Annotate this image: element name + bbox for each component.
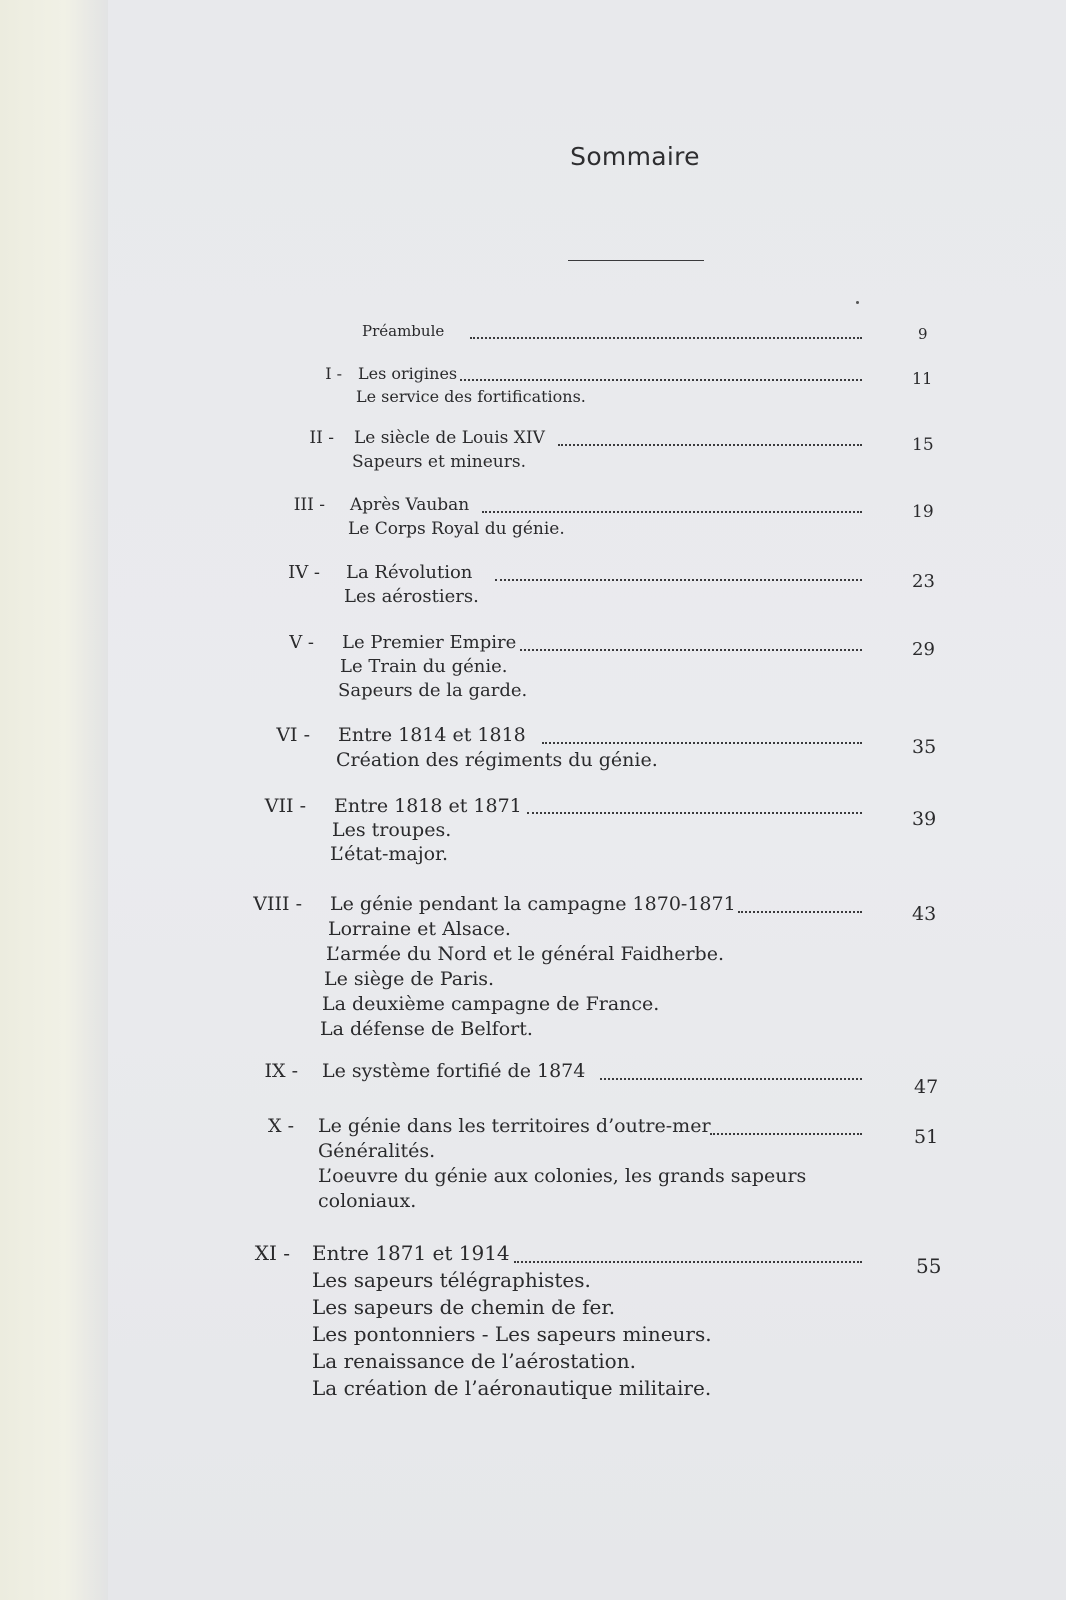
chapter-number: X - [268, 1115, 294, 1137]
chapter-number: VIII - [253, 893, 302, 915]
chapter-number: I - [325, 364, 342, 383]
dot-leader [520, 649, 862, 651]
chapter-title: Le siècle de Louis XIV [354, 428, 545, 448]
dot-leader [482, 511, 862, 513]
title-rule [568, 260, 704, 261]
chapter-subtitle: Généralités. [318, 1140, 436, 1162]
paper-speck [856, 301, 859, 304]
book-gutter [0, 0, 109, 1600]
chapter-subtitle: Les pontonniers - Les sapeurs mineurs. [312, 1322, 712, 1346]
dot-leader [738, 911, 862, 913]
page-number: 35 [912, 736, 937, 758]
dot-leader [460, 379, 862, 381]
chapter-subtitle: Les sapeurs de chemin de fer. [312, 1295, 616, 1319]
chapter-subtitle: Le service des fortifications. [356, 387, 586, 406]
chapter-title: Entre 1818 et 1871 [334, 795, 522, 817]
page-number: 55 [916, 1254, 942, 1278]
page-number: 11 [912, 369, 933, 388]
chapter-number: V - [289, 632, 314, 653]
chapter-subtitle: Le Train du génie. [340, 656, 508, 677]
chapter-number: VII - [264, 795, 306, 817]
chapter-subtitle: La défense de Belfort. [320, 1018, 533, 1040]
chapter-subtitle: La renaissance de l’aérostation. [312, 1349, 636, 1373]
dot-leader [558, 444, 862, 446]
chapter-title: La Révolution [346, 562, 473, 583]
dot-leader [470, 337, 862, 339]
chapter-title: Le génie dans les territoires d’outre-mer [318, 1115, 711, 1137]
chapter-number: II - [309, 428, 334, 448]
chapter-subtitle: Lorraine et Alsace. [328, 918, 511, 940]
dot-leader [514, 1261, 862, 1263]
chapter-subtitle: Sapeurs de la garde. [338, 680, 528, 701]
page-number: 43 [912, 903, 937, 925]
chapter-subtitle: Les troupes. [332, 819, 452, 841]
chapter-subtitle: Le Corps Royal du génie. [348, 519, 565, 539]
page-number: 9 [918, 325, 928, 343]
chapter-number: IX - [264, 1060, 298, 1082]
chapter-title: Les origines [358, 364, 458, 383]
page-number: 29 [912, 639, 935, 660]
chapter-subtitle: L’armée du Nord et le général Faidherbe. [326, 943, 725, 965]
chapter-subtitle: Les sapeurs télégraphistes. [312, 1268, 591, 1292]
chapter-title: Le génie pendant la campagne 1870-1871 [330, 893, 736, 915]
chapter-subtitle: coloniaux. [318, 1190, 417, 1212]
page-number: 15 [912, 435, 934, 455]
page-number: 51 [914, 1126, 939, 1148]
page-title: Sommaire [570, 142, 700, 171]
chapter-title: Le Premier Empire [342, 632, 517, 653]
dot-leader [600, 1078, 862, 1080]
dot-leader [710, 1133, 862, 1135]
dot-leader [527, 812, 862, 814]
chapter-number: XI - [254, 1241, 290, 1265]
chapter-number: IV - [288, 562, 320, 583]
page-number: 39 [912, 808, 937, 830]
chapter-subtitle: Sapeurs et mineurs. [352, 452, 526, 472]
chapter-title: Entre 1871 et 1914 [312, 1241, 510, 1265]
chapter-number: III - [293, 495, 325, 515]
chapter-title: Après Vauban [350, 495, 470, 515]
chapter-subtitle: La création de l’aéronautique militaire. [312, 1376, 712, 1400]
chapter-subtitle: L’oeuvre du génie aux colonies, les grands sapeurs [318, 1165, 807, 1187]
page-number: 47 [914, 1076, 939, 1098]
chapter-title: Entre 1814 et 1818 [338, 724, 526, 746]
dot-leader [542, 742, 862, 744]
chapter-title: Préambule [362, 322, 445, 340]
chapter-subtitle: L’état-major. [330, 843, 449, 865]
chapter-subtitle: Le siège de Paris. [324, 968, 495, 990]
chapter-subtitle: Les aérostiers. [344, 586, 479, 607]
dot-leader [495, 579, 862, 581]
chapter-subtitle: La deuxième campagne de France. [322, 993, 660, 1015]
chapter-number: VI - [276, 724, 310, 746]
chapter-title: Le système fortifié de 1874 [322, 1060, 586, 1082]
page-number: 19 [912, 502, 934, 522]
page-number: 23 [912, 571, 935, 592]
chapter-subtitle: Création des régiments du génie. [336, 749, 658, 771]
